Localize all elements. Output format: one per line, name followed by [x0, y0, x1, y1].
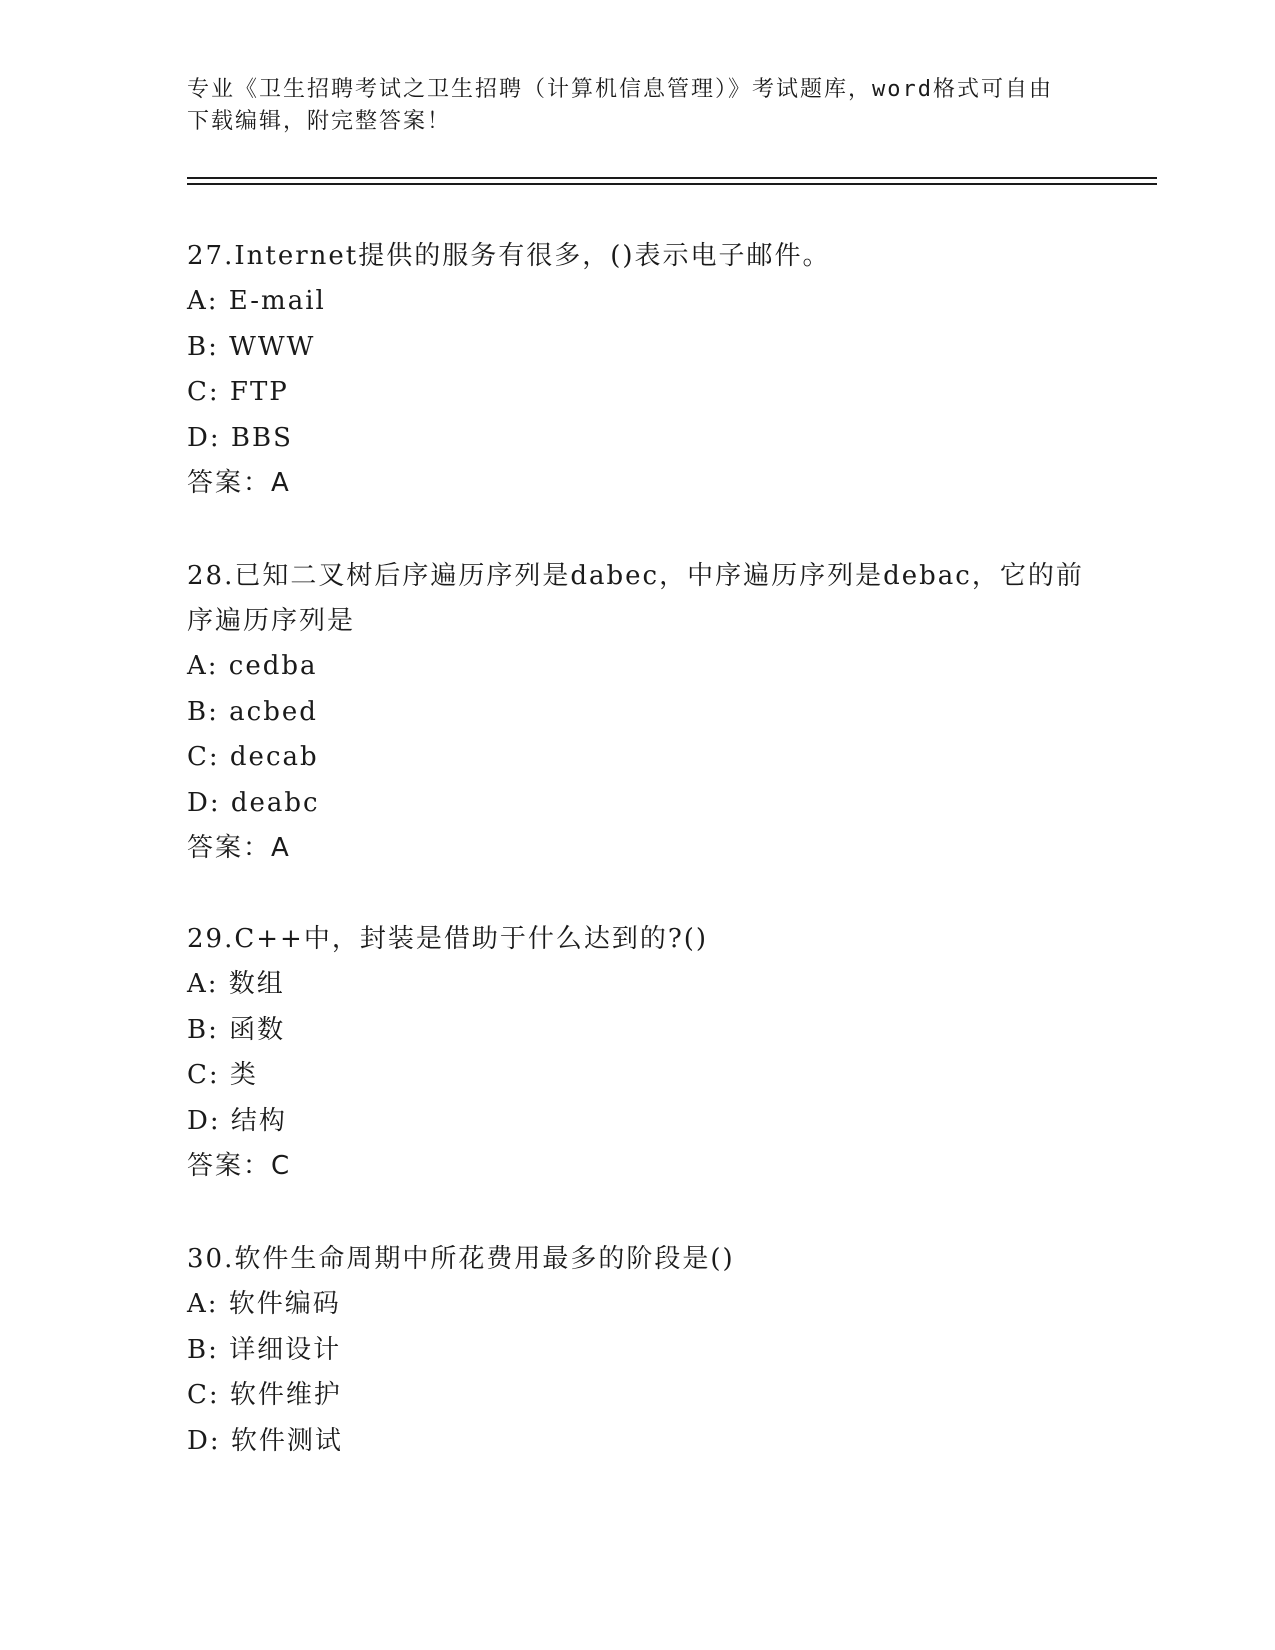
- option-c: C: FTP: [187, 377, 289, 407]
- header-divider-bottom: [187, 183, 1157, 185]
- answer-text: 答案：A: [187, 468, 291, 498]
- answer-text: 答案：C: [187, 1151, 292, 1181]
- question-title: 30.软件生命周期中所花费用最多的阶段是(): [187, 1244, 735, 1274]
- question-27: [187, 234, 1087, 506]
- header-text: 专业《卫生招聘考试之卫生招聘（计算机信息管理）》考试题库，word格式可自由下载编辑，附完整答案！: [187, 77, 1053, 134]
- option-b: B: 详细设计: [187, 1334, 342, 1365]
- question-29: [187, 917, 1087, 1189]
- option-d: D: 结构: [187, 1105, 287, 1136]
- option-b: B: 函数: [187, 1014, 286, 1045]
- option-d: D: 软件测试: [187, 1425, 343, 1456]
- question-title: 27.Internet提供的服务有很多，()表示电子邮件。: [187, 241, 831, 271]
- option-a: A: 软件编码: [187, 1289, 341, 1319]
- option-c: C: 软件维护: [187, 1380, 342, 1410]
- option-c: C: decab: [187, 742, 319, 772]
- option-d: D: BBS: [187, 422, 293, 453]
- header-divider-top: [187, 177, 1157, 179]
- question-title: 29.C++中，封装是借助于什么达到的?(): [187, 924, 709, 954]
- option-a: A: 数组: [187, 969, 285, 999]
- option-b: B: WWW: [187, 331, 316, 362]
- question-28: [187, 554, 1087, 871]
- option-c: C: 类: [187, 1060, 258, 1090]
- option-a: A: E-mail: [187, 286, 326, 316]
- option-d: D: deabc: [187, 787, 320, 818]
- question-title: 28.已知二叉树后序遍历序列是dabec，中序遍历序列是debac，它的前序遍历序列是: [187, 561, 1084, 636]
- option-b: B: acbed: [187, 696, 318, 727]
- option-a: A: cedba: [187, 651, 318, 681]
- question-30: [187, 1237, 1087, 1464]
- answer-text: 答案：A: [187, 833, 291, 863]
- document-header: [187, 74, 1067, 138]
